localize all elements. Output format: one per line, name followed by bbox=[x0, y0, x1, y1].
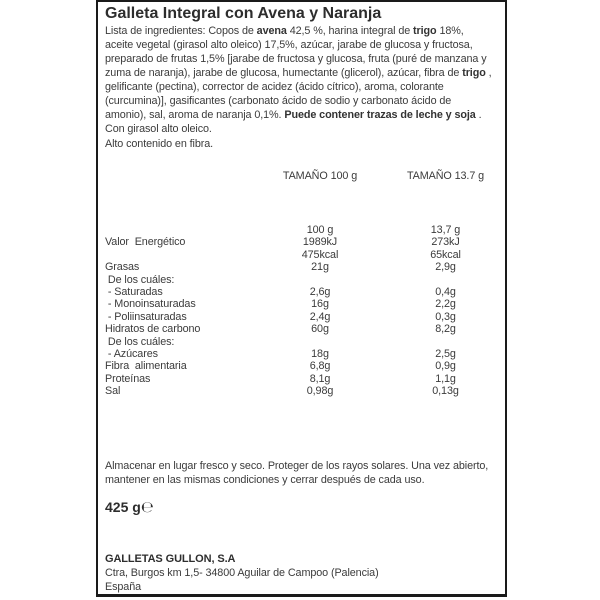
nutrition-row bbox=[105, 348, 498, 360]
row-label: - Saturadas bbox=[105, 286, 163, 299]
column-header-per-serving: TAMAÑO 13.7 g bbox=[406, 170, 485, 182]
row-value-per-serving: 273kJ bbox=[431, 236, 460, 249]
ingredients-paragraph bbox=[105, 24, 498, 136]
storage-instructions bbox=[105, 459, 498, 487]
nutrition-row bbox=[105, 261, 498, 273]
row-value-per-100g: 21g bbox=[311, 261, 329, 274]
nutrition-row bbox=[105, 385, 498, 397]
nutrition-header-row bbox=[105, 169, 498, 183]
row-value-per-serving: 8,2g bbox=[435, 323, 456, 336]
row-label: Valor Energético bbox=[105, 236, 186, 249]
ingredient-line: (curcumina)], gasificantes (carbonato ácido de sodio y carbonato ácido de bbox=[105, 95, 452, 107]
row-value-per-serving: 1,1g bbox=[435, 372, 456, 385]
product-title: Galleta Integral con Avena y Naranja bbox=[105, 5, 382, 22]
nutrition-row bbox=[105, 274, 498, 286]
fiber-claim: Alto contenido en fibra. bbox=[105, 138, 214, 150]
column-header-per-100g: TAMAÑO 100 g bbox=[282, 170, 358, 182]
row-label: Fibra alimentaria bbox=[105, 360, 187, 373]
row-label: De los cuáles: bbox=[105, 335, 175, 348]
nutrition-row bbox=[105, 298, 498, 310]
nutrition-label bbox=[96, 0, 507, 597]
row-value-per-100g: 6,8g bbox=[309, 360, 331, 373]
manufacturer-block bbox=[105, 552, 498, 594]
row-value-per-serving: 2,2g bbox=[435, 298, 456, 311]
ingredient-line: amonio), sal, aroma de naranja 0,1%. Puede contener trazas de leche y soja . bbox=[105, 109, 482, 121]
row-value-per-100g: 2,4g bbox=[309, 310, 331, 323]
estimated-sign: ℮ bbox=[140, 497, 154, 516]
nutrition-row bbox=[105, 323, 498, 335]
row-label: - Poliinsaturadas bbox=[105, 310, 187, 323]
nutrition-row bbox=[105, 311, 498, 323]
row-label: Grasas bbox=[105, 261, 140, 274]
ingredient-line: Lista de ingredientes: Copos de avena 42,5 %, harina integral de trigo 18%, bbox=[105, 25, 464, 37]
nutrition-row bbox=[105, 224, 498, 236]
row-value-per-serving: 0,3g bbox=[435, 310, 456, 323]
row-value-per-100g: 8,1g bbox=[309, 372, 331, 385]
nutrition-row bbox=[105, 249, 498, 261]
manufacturer-country: España bbox=[105, 580, 142, 593]
storage-line: mantener en las mismas condiciones y cerrar después de cada uso. bbox=[105, 473, 425, 486]
row-label: Hidratos de carbono bbox=[105, 323, 201, 336]
row-label: Sal bbox=[105, 385, 121, 398]
row-value-per-100g: 18g bbox=[311, 348, 329, 361]
nutrition-row bbox=[105, 286, 498, 298]
nutrition-row bbox=[105, 336, 498, 348]
row-label: De los cuáles: bbox=[105, 273, 175, 286]
row-value-per-100g: 60g bbox=[311, 323, 329, 336]
net-weight-row bbox=[105, 497, 498, 517]
row-value-per-serving: 65kcal bbox=[430, 248, 461, 261]
row-label: Proteínas bbox=[105, 372, 151, 385]
manufacturer-address: Ctra, Burgos km 1,5- 34800 Aguilar de Campoo (Palencia) bbox=[105, 566, 379, 579]
row-value-per-100g: 0,98g bbox=[306, 385, 334, 398]
nutrition-row bbox=[105, 373, 498, 385]
ingredient-line: zuma de naranja), jarabe de glucosa, humectante (glicerol), azúcar, fibra de trigo , bbox=[105, 67, 492, 79]
row-value-per-100g: 2,6g bbox=[309, 286, 331, 299]
row-label: - Azúcares bbox=[105, 348, 158, 361]
row-value-per-serving: 2,9g bbox=[435, 261, 456, 274]
row-value-per-serving: 0,13g bbox=[432, 385, 459, 398]
row-value-per-100g: 1989kJ bbox=[302, 236, 338, 249]
row-value-per-serving: 2,5g bbox=[435, 348, 456, 361]
row-label: - Monoinsaturadas bbox=[105, 298, 196, 311]
row-value-per-100g: 100 g bbox=[306, 224, 334, 236]
nutrition-row bbox=[105, 360, 498, 372]
nutrition-row bbox=[105, 236, 498, 248]
nutrition-table bbox=[105, 224, 498, 398]
ingredient-line: preparado de frutas 1,5% [jarabe de fructosa y glucosa, fruta (puré de manzana y bbox=[105, 53, 487, 65]
row-value-per-serving: 13,7 g bbox=[430, 224, 461, 236]
row-value-per-100g: 16g bbox=[311, 298, 329, 311]
net-weight: 425 g bbox=[105, 498, 141, 515]
storage-line: Almacenar en lugar fresco y seco. Proteger de los rayos solares. Una vez abierto, bbox=[105, 459, 489, 472]
row-value-per-serving: 0,9g bbox=[435, 360, 456, 373]
ingredient-line: gelificante (pectina), corrector de acidez (ácido cítrico), aroma, colorante bbox=[105, 81, 444, 93]
ingredient-line: aceite vegetal (girasol alto oleico) 17,5%, azúcar, jarabe de glucosa y fructosa, bbox=[105, 39, 473, 51]
row-value-per-100g: 475kcal bbox=[301, 248, 339, 261]
manufacturer-name: GALLETAS GULLON, S.A bbox=[105, 552, 236, 565]
ingredient-line: Con girasol alto oleico. bbox=[105, 123, 212, 135]
row-value-per-serving: 0,4g bbox=[435, 286, 456, 299]
